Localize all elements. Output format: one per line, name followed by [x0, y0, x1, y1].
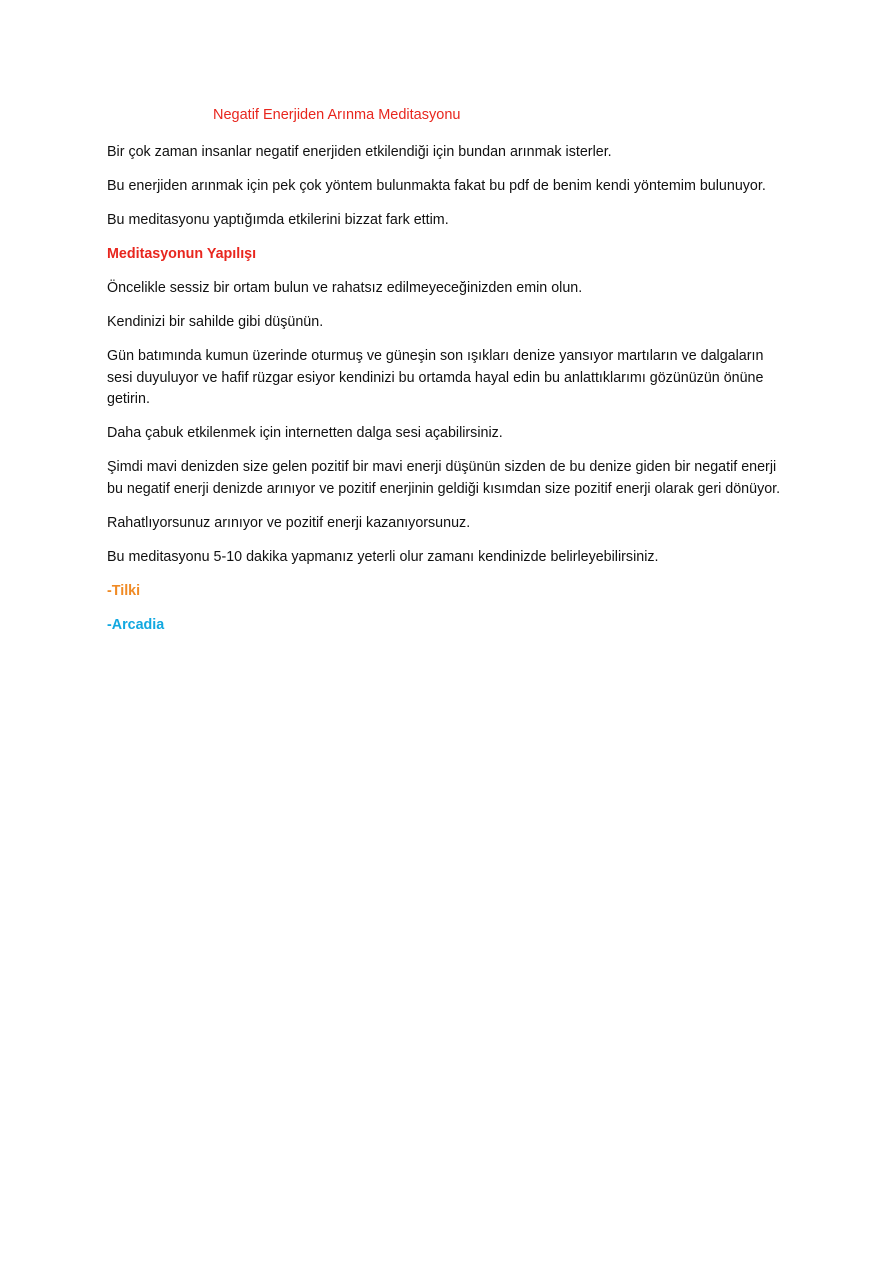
document-title: Negatif Enerjiden Arınma Meditasyonu	[213, 107, 461, 123]
step-paragraph-5: Şimdi mavi denizden size gelen pozitif bir mavi enerji düşünün sizden de bu denize giden bir negatif enerji bu negatif enerji denizde arınıyor ve pozitif enerjinin geldiği kısımdan size pozitif enerji olarak geri dönüyor.	[107, 459, 781, 497]
intro-paragraph-1: Bir çok zaman insanlar negatif enerjiden etkilendiği için bundan arınmak isterler.	[107, 144, 612, 160]
step-paragraph-1: Öncelikle sessiz bir ortam bulun ve rahatsız edilmeyeceğinizden emin olun.	[107, 280, 583, 296]
step-paragraph-7: Bu meditasyonu 5-10 dakika yapmanız yeterli olur zamanı kendinizde belirleyebilirsiniz.	[107, 548, 659, 565]
document-body	[107, 142, 787, 649]
intro-paragraph-2: Bu enerjiden arınmak için pek çok yöntem bulunmakta fakat bu pdf de benim kendi yöntemim bulunuyor.	[107, 178, 766, 194]
step-paragraph-3: Gün batımında kumun üzerinde oturmuş ve güneşin son ışıkları denize yansıyor martıların ve dalgaların sesi duyuluyor ve hafif rüzgar esiyor kendinizi bu ortamda hayal edin bu anlattıklarımı gözünüzün önüne getirin.	[107, 348, 764, 407]
intro-paragraph-3: Bu meditasyonu yaptığımda etkilerini bizzat fark ettim.	[107, 212, 449, 228]
signature-tilki: -Tilki	[107, 582, 141, 599]
step-paragraph-2: Kendinizi bir sahilde gibi düşünün.	[107, 314, 324, 330]
signature-arcadia: -Arcadia	[107, 616, 165, 633]
step-paragraph-6: Rahatlıyorsunuz arınıyor ve pozitif enerji kazanıyorsunuz.	[107, 514, 471, 531]
section-heading: Meditasyonun Yapılışı	[107, 246, 257, 262]
step-paragraph-4: Daha çabuk etkilenmek için internetten dalga sesi açabilirsiniz.	[107, 425, 503, 441]
